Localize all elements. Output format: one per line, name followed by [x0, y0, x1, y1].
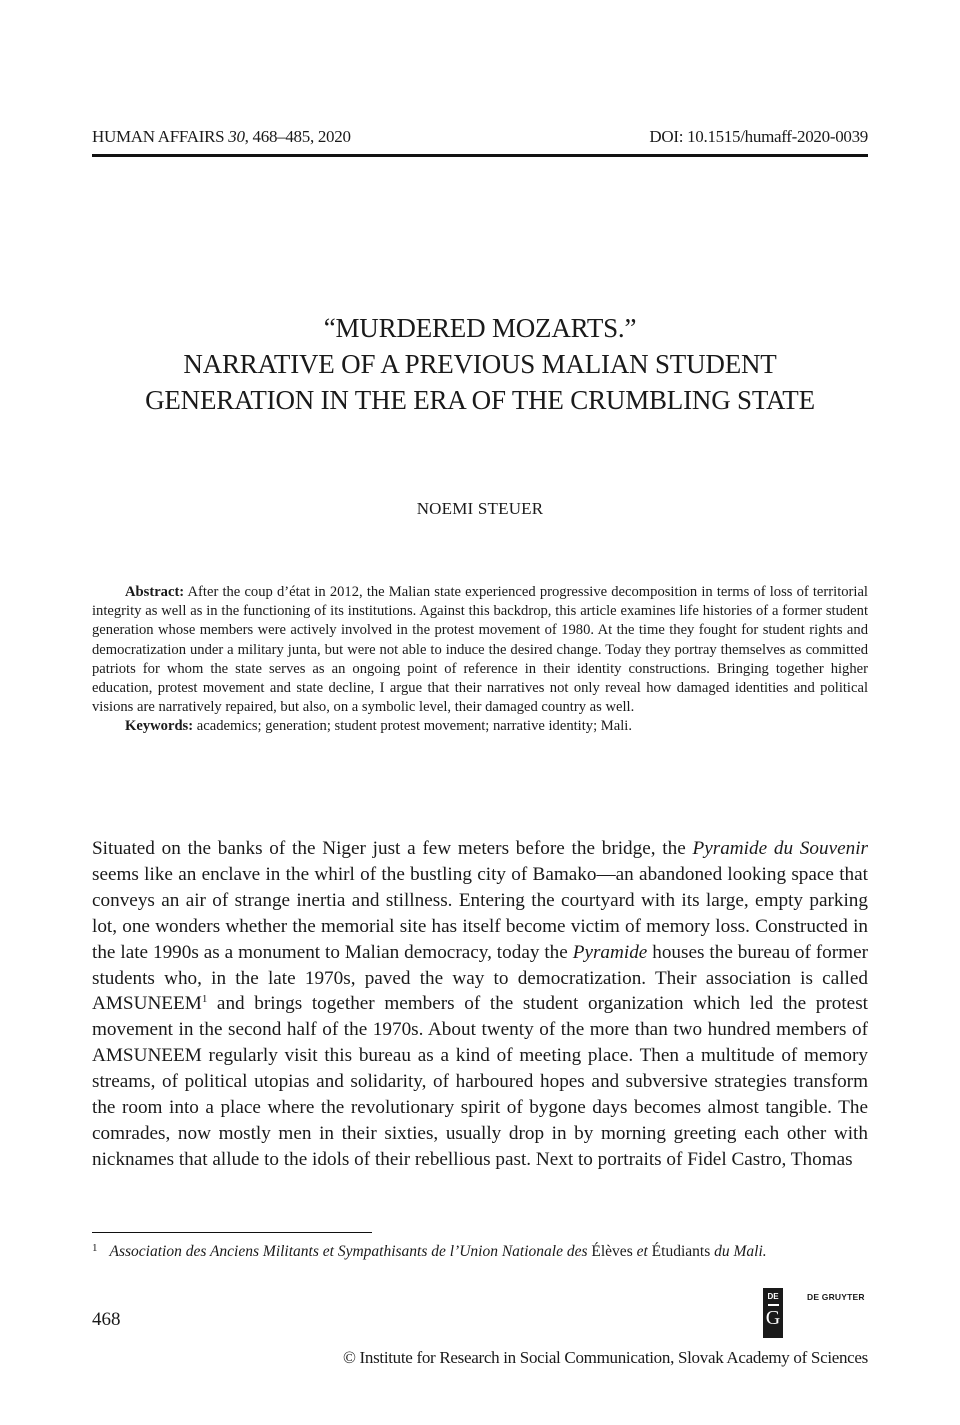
- keywords-text: academics; generation; student protest movement; narrative identity; Mali.: [193, 718, 633, 735]
- footnote: $^1$ Association des Anciens Militants et Sympathisants de l’Union Nationale des Élèves et Étudiants du Mali.: [92, 1242, 767, 1260]
- page-number: 468: [92, 1309, 121, 1330]
- title-line-1: “MURDERED MOZARTS.”: [323, 313, 637, 343]
- italic-place-name: Pyramide: [572, 941, 648, 963]
- abstract-label: Abstract:: [125, 584, 185, 600]
- header-rule: [92, 154, 868, 157]
- keywords: [92, 717, 868, 736]
- body-text: [92, 836, 868, 1173]
- abstract: [92, 583, 868, 717]
- italic-place-name: Pyramide du Souvenir: [692, 838, 868, 859]
- abstract-text: After the coup d’état in 2012, the Malian state experienced progressive decomposition in terms of loss of territorial integrity as well as in the functioning of its institutions. Against this backdrop, this article examines life histories of a former student generation whose members were actively involved in the protest movement of 1980. At the time they fought for student rights and democratization under a military junta, but were not able to induce the desired change. Today they portray themselves as committed patriots for whom the state serves as an ongoing point of reference in their identity constructions. Bringing together higher education, protest movement and state decline, I argue that their narratives not only reveal how damaged identities and political visions are narratively repaired, but also, on a symbolic level, their damaged country as well.: [92, 584, 868, 716]
- abstract-block: [92, 583, 868, 737]
- article-title: [92, 310, 868, 418]
- footnote-reference[interactable]: 1: [201, 993, 208, 1006]
- footnote-number: 1: [92, 1242, 98, 1254]
- publisher-name: DE GRUYTER: [807, 1292, 865, 1302]
- journal-citation: HUMAN AFFAIRS 30, 468–485, 2020: [92, 127, 351, 146]
- body-paragraph: Situated on the banks of the Niger just a few meters before the bridge, the Pyramide du Souvenir seems like an enclave in the whirl of the bustling city of Bamako—an abandoned looking space that conveys an air of strange inertia and stillness. Entering the courtyard with its large, empty parking lot, one wonders whether the memorial site has itself become victim of memory loss. Constructed in the late 1990s as a monument to Malian democracy, today the Pyramide houses the bureau of former students who, in the late 1970s, paved the way to democratization. Their association is called AMSUNEEM$^1$ and brings together members of the student organization which led the protest movement in the second half of the 1970s. About twenty of the more than two hundred members of AMSUNEEM regularly visit this bureau as a kind of meeting place. Then a multitude of memory streams, of political utopias and solidarity, of harboured hopes and subversive strategies transform the room into a place where the revolutionary spirit of bygone days becomes almost tangible. The comrades, now mostly men in their sixties, usually drop in by morning greeting each other with nicknames that allude to the idols of their rebellious past. Next to portraits of Fidel Castro, Thomas: [92, 838, 868, 1170]
- running-head: [92, 127, 868, 151]
- de-gruyter-logo-icon: DE G: [763, 1288, 783, 1338]
- title-line-2: NARRATIVE OF A PREVIOUS MALIAN STUDENT: [183, 349, 777, 379]
- footnote-rule: [92, 1232, 372, 1233]
- doi: DOI: 10.1515/humaff-2020-0039: [649, 127, 868, 146]
- copyright-notice: © Institute for Research in Social Communication, Slovak Academy of Sciences: [342, 1348, 868, 1367]
- author-name: NOEMI STEUER: [416, 499, 544, 518]
- title-line-3: GENERATION IN THE ERA OF THE CRUMBLING STATE: [145, 385, 815, 415]
- volume-number: 30: [228, 127, 245, 146]
- keywords-label: Keywords:: [125, 718, 194, 735]
